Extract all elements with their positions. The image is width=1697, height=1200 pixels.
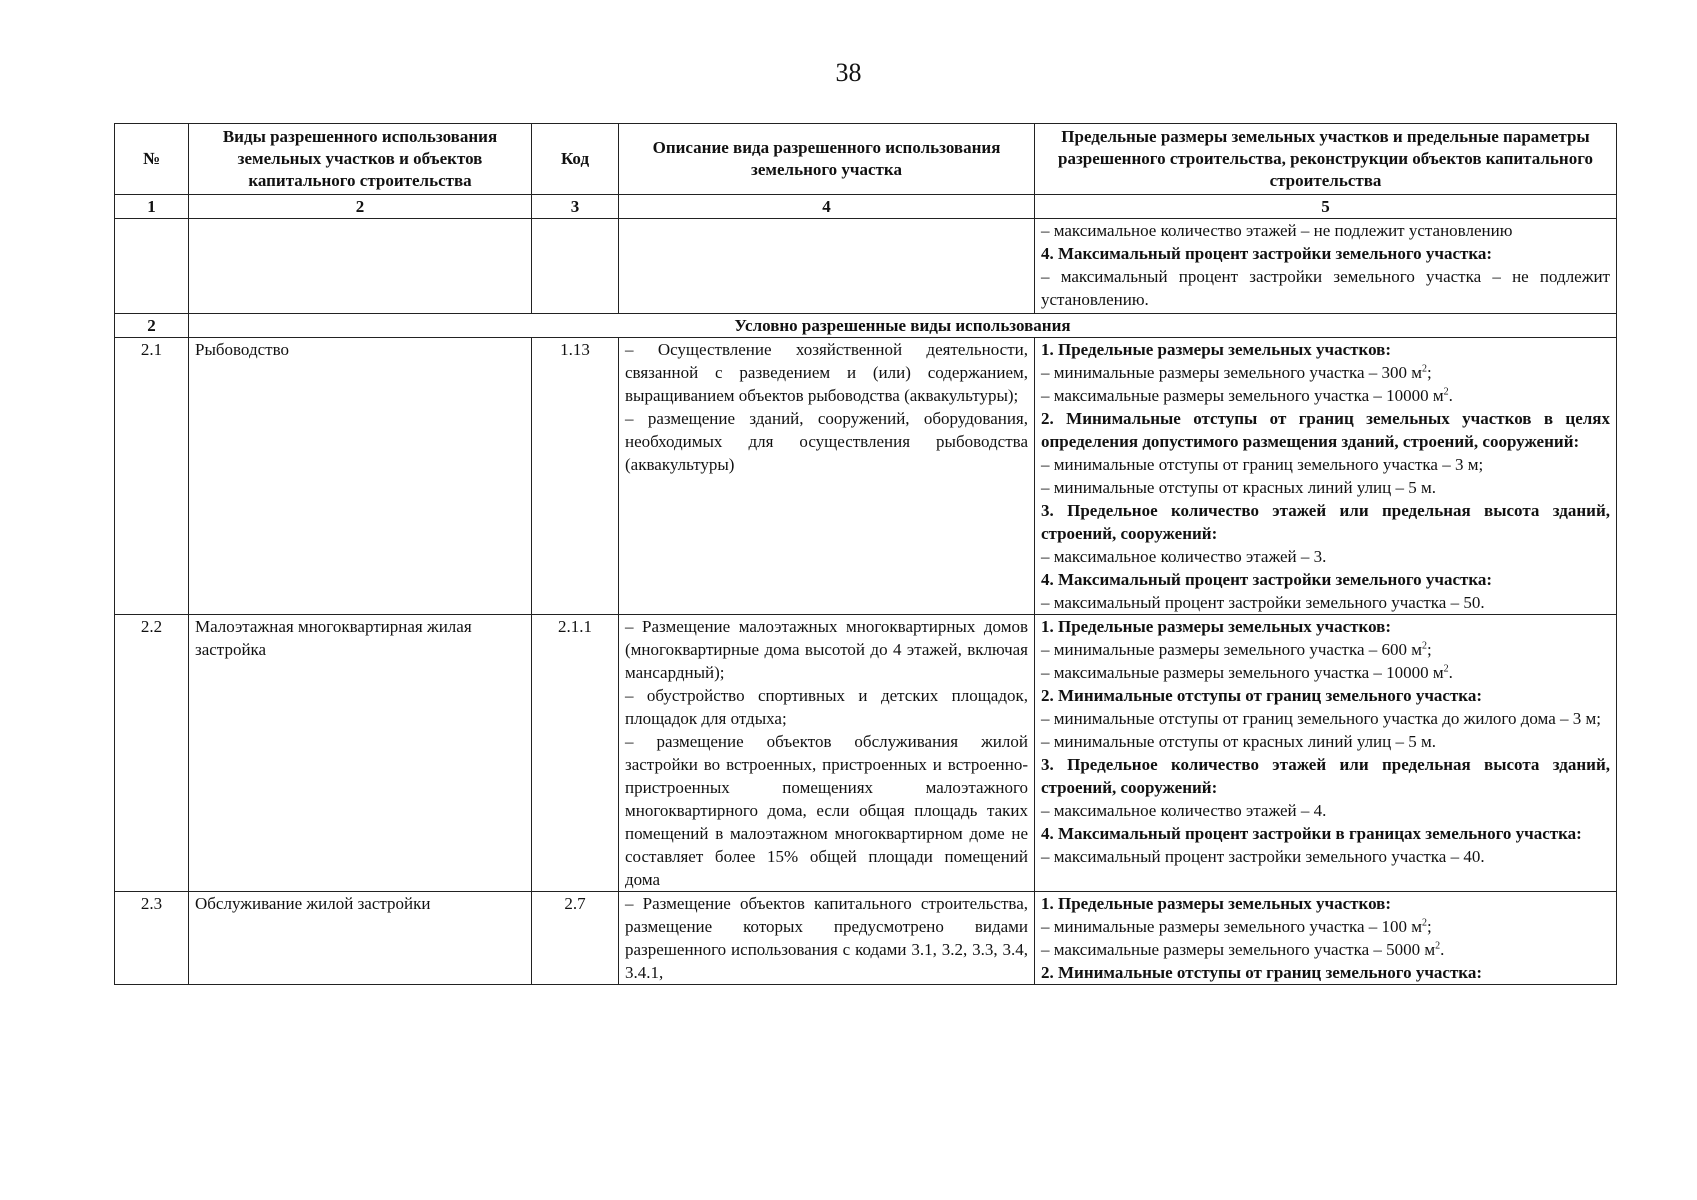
param-heading: 1. Предельные размеры земельных участков: [1041, 617, 1392, 636]
column-number: 1 [115, 195, 189, 219]
param-line: – максимальные размеры земельного участка – 10000 $м^2$. [1041, 386, 1453, 405]
param-line: – максимальное количество этажей – не подлежит установлению [1041, 221, 1513, 240]
param-heading: 2. Минимальные отступы от границ земельного участка: [1041, 963, 1482, 982]
param-line: – минимальные размеры земельного участка – 600 $м^2$; [1041, 640, 1432, 659]
section-row [115, 314, 1617, 338]
row-number: 2.3 [115, 892, 189, 985]
section-title: Условно разрешенные виды использования [189, 314, 1617, 338]
use-description [619, 338, 1035, 615]
param-line: – максимальные размеры земельного участка – 5000 $м^2$. [1041, 940, 1445, 959]
use-code: 2.1.1 [532, 615, 619, 892]
param-heading: 4. Максимальный процент застройки земельного участка: [1041, 244, 1493, 263]
param-heading: 4. Максимальный процент застройки в границах земельного участка: [1041, 824, 1582, 843]
description-paragraph: – Осуществление хозяйственной деятельности, связанной с разведением и (или) содержанием, выращиванием объектов рыбоводства (аквакультуры); [625, 340, 1028, 405]
param-heading: 3. Предельное количество этажей или предельная высота зданий, строений, сооружений: [1041, 755, 1610, 797]
param-line: – максимальное количество этажей – 3. [1041, 547, 1327, 566]
description-paragraph: – размещение объектов обслуживания жилой застройки во встроенных, пристроенных и встроенно-пристроенных помещениях малоэтажного многоквартирного дома, если общая площадь таких помещений в малоэтажном многоквартирном доме не составляет более 15% общей площади помещений дома [625, 732, 1028, 889]
use-parameters [1035, 892, 1617, 985]
header-use-types: Виды разрешенного использования земельных участков и объектов капитального строительства [189, 124, 532, 195]
description-paragraph: – размещение зданий, сооружений, оборудования, необходимых для осуществления рыбоводства (аквакультуры) [625, 409, 1028, 474]
column-number: 5 [1035, 195, 1617, 219]
param-line: – минимальные отступы от красных линий улиц – 5 м. [1041, 732, 1437, 751]
section-number: 2 [115, 314, 189, 338]
land-use-table [114, 123, 1617, 985]
use-parameters [1035, 615, 1617, 892]
param-line: – максимальное количество этажей – 4. [1041, 801, 1327, 820]
header-parameters: Предельные размеры земельных участков и предельные параметры разрешенного строительства, реконструкции объектов капитального строительства [1035, 124, 1617, 195]
table-row [115, 615, 1617, 892]
header-code: Код [532, 124, 619, 195]
row-number: 2.1 [115, 338, 189, 615]
continuation-params [1035, 219, 1617, 314]
description-paragraph: – Размещение объектов капитального строительства, размещение которых предусмотрено видами разрешенного использования с кодами 3.1, 3.2, 3.3, 3.4, 3.4.1, [625, 894, 1028, 982]
table-row [115, 892, 1617, 985]
param-line: – максимальный процент застройки земельного участка – не подлежит установлению. [1041, 267, 1610, 309]
column-number: 3 [532, 195, 619, 219]
table-row [115, 338, 1617, 615]
use-type-name: Малоэтажная многоквартирная жилая застройка [189, 615, 532, 892]
param-line: – максимальные размеры земельного участка – 10000 $м^2$. [1041, 663, 1453, 682]
row-number: 2.2 [115, 615, 189, 892]
header-number: № [115, 124, 189, 195]
use-type-name: Обслуживание жилой застройки [189, 892, 532, 985]
column-numbers-row [115, 195, 1617, 219]
use-description [619, 892, 1035, 985]
description-paragraph: – обустройство спортивных и детских площадок, площадок для отдыха; [625, 686, 1028, 728]
use-code: 1.13 [532, 338, 619, 615]
page-number: 38 [835, 58, 862, 87]
header-description: Описание вида разрешенного использования земельного участка [619, 124, 1035, 195]
param-heading: 1. Предельные размеры земельных участков: [1041, 340, 1392, 359]
description-paragraph: – Размещение малоэтажных многоквартирных домов (многоквартирные дома высотой до 4 этажей, включая мансардный); [625, 617, 1028, 682]
param-heading: 1. Предельные размеры земельных участков: [1041, 894, 1392, 913]
header-row [115, 124, 1617, 195]
use-type-name: Рыбоводство [189, 338, 532, 615]
param-line: – максимальный процент застройки земельного участка – 40. [1041, 847, 1485, 866]
param-heading: 4. Максимальный процент застройки земельного участка: [1041, 570, 1493, 589]
param-line: – минимальные размеры земельного участка – 300 $м^2$; [1041, 363, 1432, 382]
column-number: 2 [189, 195, 532, 219]
param-heading: 2. Минимальные отступы от границ земельного участка: [1041, 686, 1482, 705]
use-code: 2.7 [532, 892, 619, 985]
column-number: 4 [619, 195, 1035, 219]
param-line: – минимальные отступы от границ земельного участка – 3 м; [1041, 455, 1484, 474]
param-line: – минимальные отступы от границ земельного участка до жилого дома – 3 м; [1041, 709, 1601, 728]
param-line: – максимальный процент застройки земельного участка – 50. [1041, 593, 1485, 612]
continuation-row [115, 219, 1617, 314]
param-heading: 3. Предельное количество этажей или предельная высота зданий, строений, сооружений: [1041, 501, 1610, 543]
param-heading: 2. Минимальные отступы от границ земельных участков в целях определения допустимого размещения зданий, строений, сооружений: [1041, 409, 1610, 451]
use-description [619, 615, 1035, 892]
use-parameters [1035, 338, 1617, 615]
param-line: – минимальные отступы от красных линий улиц – 5 м. [1041, 478, 1437, 497]
param-line: – минимальные размеры земельного участка – 100 $м^2$; [1041, 917, 1432, 936]
